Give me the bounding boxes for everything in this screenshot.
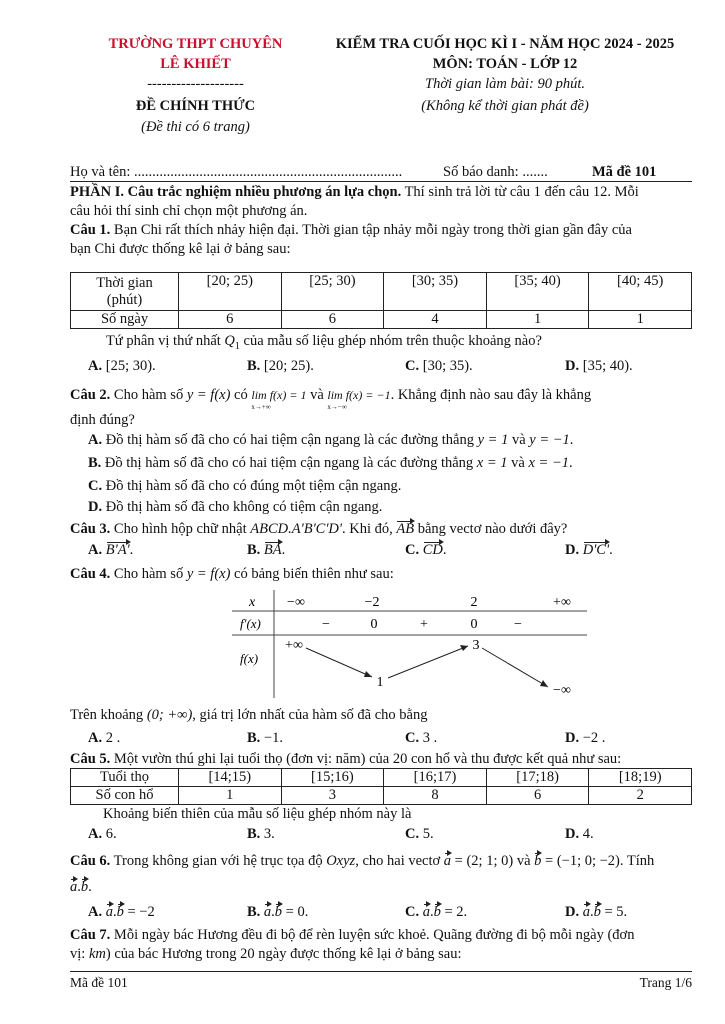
time-label: Thời gian làm bài: 90 phút. <box>425 76 585 92</box>
q1-interval: [25; 30) <box>281 273 384 311</box>
bbt-arrowhead <box>460 645 468 651</box>
q5-text: Câu 5. Một vườn thú ghi lại tuổi thọ (đơn vị: năm) của 20 con hổ và thu được kết quả như sau: <box>70 751 622 767</box>
bbt-x-val: 2 <box>470 595 478 610</box>
q2-text: Câu 2. Cho hàm số y = f(x) có lim f(x) = 1 x→+∞ và lim f(x) = −1 x→−∞ . Khẳng định nào sau đây là khẳng <box>70 387 592 411</box>
q1-interval: [30; 35) <box>384 273 487 311</box>
official-label: ĐỀ CHÍNH THỨC <box>135 98 256 114</box>
bbt-sign: − <box>322 617 330 632</box>
q1-prompt: Tứ phân vị thứ nhất $Q_1$ của mẫu số liệu ghép nhóm trên thuộc khoảng nào? <box>106 333 542 352</box>
q4-text: Câu 4. Cho hàm số y = f(x) có bảng biến thiên như sau: <box>70 566 394 582</box>
bbt-f-val: 1 <box>376 675 384 690</box>
q1-count: 1 <box>589 311 692 329</box>
q5-frequency-table <box>70 768 692 805</box>
q6-option-a[interactable]: A. a.b = −2 <box>88 904 155 920</box>
q6-option-b[interactable]: B. a.b = 0. <box>247 904 309 920</box>
q2-option-a[interactable]: A. Đồ thị hàm số đã cho có hai tiệm cận ngang là các đường thẳng y = 1 và y = −1. <box>88 432 574 448</box>
q2-option-c[interactable]: C. Đồ thị hàm số đã cho có đúng một tiệm cận ngang. <box>88 478 402 494</box>
bbt-arrow-up <box>388 646 468 678</box>
q7-text: Câu 7. Mỗi ngày bác Hương đều đi bộ để rèn luyện sức khoẻ. Quãng đường đi bộ mỗi ngày (đơn <box>70 927 635 943</box>
bbt-sign: + <box>420 617 428 632</box>
candidate-id-field: Số báo danh: ....... <box>443 164 548 180</box>
q5-interval: [15;16) <box>281 769 384 787</box>
bbt-x-val: +∞ <box>553 595 571 610</box>
bbt-arrow-down <box>482 648 548 687</box>
q6-option-c[interactable]: C. a.b = 2. <box>405 904 468 920</box>
q1-option-c[interactable]: C. [30; 35). <box>405 358 473 374</box>
q2-label: Câu 2. <box>70 387 111 403</box>
q1-option-d[interactable]: D. [35; 40). <box>565 358 633 374</box>
q5-label: Câu 5. <box>70 751 111 767</box>
q5-interval: [16;17) <box>384 769 487 787</box>
q5-row-head-age: Tuổi thọ <box>71 769 179 787</box>
q1-interval: [20; 25) <box>179 273 282 311</box>
q3-label: Câu 3. <box>70 521 111 537</box>
bbt-sign: − <box>514 617 522 632</box>
time-note: (Không kể thời gian phát đề) <box>421 98 589 114</box>
school-name-line2: LÊ KHIẾT <box>160 56 231 72</box>
q5-count: 8 <box>384 787 487 805</box>
q5-count: 1 <box>179 787 282 805</box>
q1-option-b[interactable]: B. [20; 25). <box>247 358 314 374</box>
footer-page-number: Trang 1/6 <box>639 975 692 990</box>
q6-text: Câu 6. Trong không gian với hệ trục tọa độ Oxyz, cho hai vectơ a = (2; 1; 0) và b = (−1; 0; −2). Tính <box>70 853 655 869</box>
q6-dot-product: a.b. <box>70 879 92 895</box>
q3-option-b[interactable]: B. BA. <box>247 542 286 558</box>
q5-option-d[interactable]: D. 4. <box>565 826 594 842</box>
bbt-fprime-label: f′(x) <box>240 616 261 631</box>
bbt-arrow-down <box>306 648 372 677</box>
q5-prompt: Khoảng biến thiên của mẫu số liệu ghép nhóm này là <box>103 806 412 822</box>
q2-option-d[interactable]: D. Đồ thị hàm số đã cho không có tiệm cận ngang. <box>88 499 383 515</box>
header-dashes: -------------------- <box>147 76 244 92</box>
q1-interval: [40; 45) <box>589 273 692 311</box>
q6-option-d[interactable]: D. a.b = 5. <box>565 904 628 920</box>
q5-count: 3 <box>281 787 384 805</box>
subject-label: MÔN: TOÁN - LỚP 12 <box>432 56 578 72</box>
q1-label: Câu 1. <box>70 222 111 238</box>
q2-option-b[interactable]: B. Đồ thị hàm số đã cho có hai tiệm cận ngang là các đường thẳng x = 1 và x = −1. <box>88 455 573 471</box>
q5-interval: [18;19) <box>589 769 692 787</box>
q6-label: Câu 6. <box>70 853 111 869</box>
q1-text: Câu 1. Bạn Chi rất thích nhảy hiện đại. Thời gian tập nhảy mỗi ngày trong thời gian gần đây của <box>70 222 632 238</box>
q3-option-d[interactable]: D. D'C'. <box>565 542 613 558</box>
pages-note: (Đề thi có 6 trang) <box>141 119 250 135</box>
part1-intro-line2: câu hỏi thí sinh chỉ chọn một phương án. <box>70 203 308 219</box>
bbt-x-label: x <box>249 595 256 610</box>
bbt-x-val: −2 <box>364 595 380 610</box>
q4-question: Trên khoảng (0; +∞), giá trị lớn nhất của hàm số đã cho bằng <box>70 707 428 723</box>
q7-text-line2: vị: km) của bác Hương trong 20 ngày được thống kê lại ở bảng sau: <box>70 946 462 962</box>
footer-code: Mã đề 101 <box>70 975 128 990</box>
q7-label: Câu 7. <box>70 927 111 943</box>
bbt-f-val: 3 <box>472 638 480 653</box>
bbt-x-val: −∞ <box>287 595 305 610</box>
footer-divider <box>70 971 692 972</box>
q4-option-d[interactable]: D. −2 . <box>565 730 606 746</box>
q1-count: 6 <box>281 311 384 329</box>
q5-option-b[interactable]: B. 3. <box>247 826 275 842</box>
bbt-sign: 0 <box>370 617 378 632</box>
bbt-f-val: −∞ <box>553 683 571 698</box>
q4-variation-table <box>232 590 592 698</box>
q4-option-c[interactable]: C. 3 . <box>405 730 438 746</box>
q5-option-a[interactable]: A. 6. <box>88 826 117 842</box>
q2-text-line2: định đúng? <box>70 412 135 428</box>
q3-option-a[interactable]: A. B'A'. <box>88 542 134 558</box>
bbt-f-label: f(x) <box>240 651 259 666</box>
bbt-f-val: +∞ <box>285 638 303 653</box>
q3-option-c[interactable]: C. CD. <box>405 542 447 558</box>
q4-label: Câu 4. <box>70 566 111 582</box>
exam-code: Mã đề 101 <box>592 164 657 180</box>
q1-row-head-time: Thời gian (phút) <box>71 273 179 311</box>
exam-title: KIỂM TRA CUỐI HỌC KÌ I - NĂM HỌC 2024 - 2025 <box>335 36 675 52</box>
q1-frequency-table <box>70 272 692 329</box>
q1-count: 6 <box>179 311 282 329</box>
q5-option-c[interactable]: C. 5. <box>405 826 434 842</box>
bbt-sign: 0 <box>470 617 478 632</box>
part1-intro: PHẦN I. Câu trắc nghiệm nhiều phương án lựa chọn. Thí sinh trả lời từ câu 1 đến câu 12. Mỗi <box>70 184 639 200</box>
q4-option-b[interactable]: B. −1. <box>247 730 283 746</box>
q1-count: 4 <box>384 311 487 329</box>
header-divider <box>70 181 692 182</box>
school-name-line1: TRƯỜNG THPT CHUYÊN <box>108 36 283 52</box>
q1-count: 1 <box>486 311 589 329</box>
q1-interval: [35; 40) <box>486 273 589 311</box>
q1-text-line2: bạn Chi được thống kê lại ở bảng sau: <box>70 241 291 257</box>
q5-interval: [17;18) <box>486 769 589 787</box>
q5-interval: [14;15) <box>179 769 282 787</box>
candidate-name-field: Họ và tên: .......................................................................... <box>70 164 403 180</box>
q4-option-a[interactable]: A. 2 . <box>88 730 121 746</box>
q5-row-head-count: Số con hổ <box>71 787 179 805</box>
q3-text: Câu 3. Cho hình hộp chữ nhật ABCD.A'B'C'D'. Khi đó, AB bằng vectơ nào dưới đây? <box>70 521 568 537</box>
q1-option-a[interactable]: A. [25; 30). <box>88 358 156 374</box>
q5-count: 2 <box>589 787 692 805</box>
part1-title: PHẦN I. Câu trắc nghiệm nhiều phương án lựa chọn. <box>70 184 402 200</box>
q5-count: 6 <box>486 787 589 805</box>
bbt-arrowhead <box>364 671 372 677</box>
q1-row-head-days: Số ngày <box>71 311 179 329</box>
